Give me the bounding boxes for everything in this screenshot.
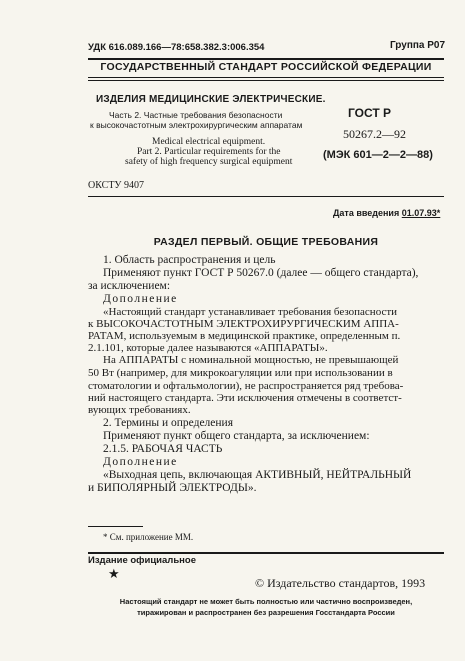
title-en-1: Medical electrical equipment. <box>152 137 266 147</box>
q2-line-1: На АППАРАТЫ с номинальной мощностью, не превышающей <box>103 354 399 366</box>
title-en-3: safety of high frequency surgical equipment <box>125 157 293 167</box>
notice-line-1: Настоящий стандарт не может быть полностью или частично воспроизведен, <box>119 597 413 606</box>
footnote: * См. приложение ММ. <box>103 532 194 542</box>
edition-label: Издание официальное <box>88 555 196 566</box>
date-intro-value: 01.07.93* <box>401 208 441 218</box>
q1-line-4: 2.1.101, которые далее называются «АППАРАТЫ». <box>88 342 328 354</box>
gost-number: 50267.2—92 <box>343 127 406 141</box>
q2-line-4: ний настоящего стандарта. Эти исключения отмечены в соответст- <box>88 392 402 404</box>
banner-title: ГОСУДАРСТВЕННЫЙ СТАНДАРТ РОССИЙСКОЙ ФЕДЕРАЦИИ <box>100 61 432 73</box>
heading-1: 1. Область распространения и цель <box>103 254 276 266</box>
title-en-2: Part 2. Particular requirements for the <box>137 147 281 157</box>
banner-rule-2 <box>88 80 444 81</box>
banner-rule-1 <box>88 77 444 78</box>
footer-rule <box>88 552 444 554</box>
gost-label: ГОСТ Р <box>348 106 392 120</box>
heading-2: 2. Термины и определения <box>103 417 233 429</box>
q1-line-3: РАТАМ, используемым в медицинской практике, определенным п. <box>88 330 401 342</box>
q2-line-2: 50 Вт (например, для микрокоагуляции или при использовании в <box>88 367 393 379</box>
group-code: Группа Р07 <box>390 40 446 51</box>
q2-line-5: вующих требованиях. <box>88 404 191 416</box>
okstu-code: ОКСТУ 9407 <box>88 180 145 191</box>
addition-2: Дополнение <box>103 456 178 468</box>
star-icon: ★ <box>108 566 120 581</box>
section-title: РАЗДЕЛ ПЕРВЫЙ. ОБЩИЕ ТРЕБОВАНИЯ <box>153 236 379 248</box>
notice-line-2: тиражирован и распространен без разрешения Госстандарта России <box>137 608 395 617</box>
q1-line-2: к ВЫСОКОЧАСТОТНЫМ ЭЛЕКТРОХИРУРГИЧЕСКИМ АППА- <box>88 318 399 330</box>
date-intro <box>333 208 440 218</box>
q3-line-2: и БИПОЛЯРНЫЙ ЭЛЕКТРОДЫ». <box>88 482 257 494</box>
top-rule <box>88 58 444 60</box>
p2-line-1: Применяют пункт общего стандарта, за исключением: <box>103 430 370 442</box>
okstu-rule <box>88 196 444 197</box>
footnote-rule <box>88 526 143 527</box>
title-ru-part-2: к высокочастотным электрохирургическим аппаратам <box>90 120 303 130</box>
p1-line-2: за исключением: <box>88 280 171 292</box>
iec-number: (МЭК 601—2—2—88) <box>323 149 433 161</box>
title-ru-part-1: Часть 2. Частные требования безопасности <box>109 110 283 120</box>
title-ru-main: ИЗДЕЛИЯ МЕДИЦИНСКИЕ ЭЛЕКТРИЧЕСКИЕ. <box>96 94 326 105</box>
udk-code: УДК 616.089.166—78:658.382.3:006.354 <box>88 42 265 53</box>
date-intro-label: Дата введения <box>333 208 400 218</box>
q3-line-1: «Выходная цепь, включающая АКТИВНЫЙ, НЕЙТРАЛЬНЫЙ <box>103 469 412 481</box>
q2-line-3: стоматологии и офтальмологии), не распространяется ряд требова- <box>88 380 404 392</box>
addition-1: Дополнение <box>103 293 178 305</box>
p2-line-2: 2.1.5. РАБОЧАЯ ЧАСТЬ <box>103 443 223 455</box>
p1-line-1: Применяют пункт ГОСТ Р 50267.0 (далее — общего стандарта), <box>103 267 419 279</box>
copyright: © Издательство стандартов, 1993 <box>255 576 426 590</box>
q1-line-1: «Настоящий стандарт устанавливает требования безопасности <box>103 306 398 318</box>
